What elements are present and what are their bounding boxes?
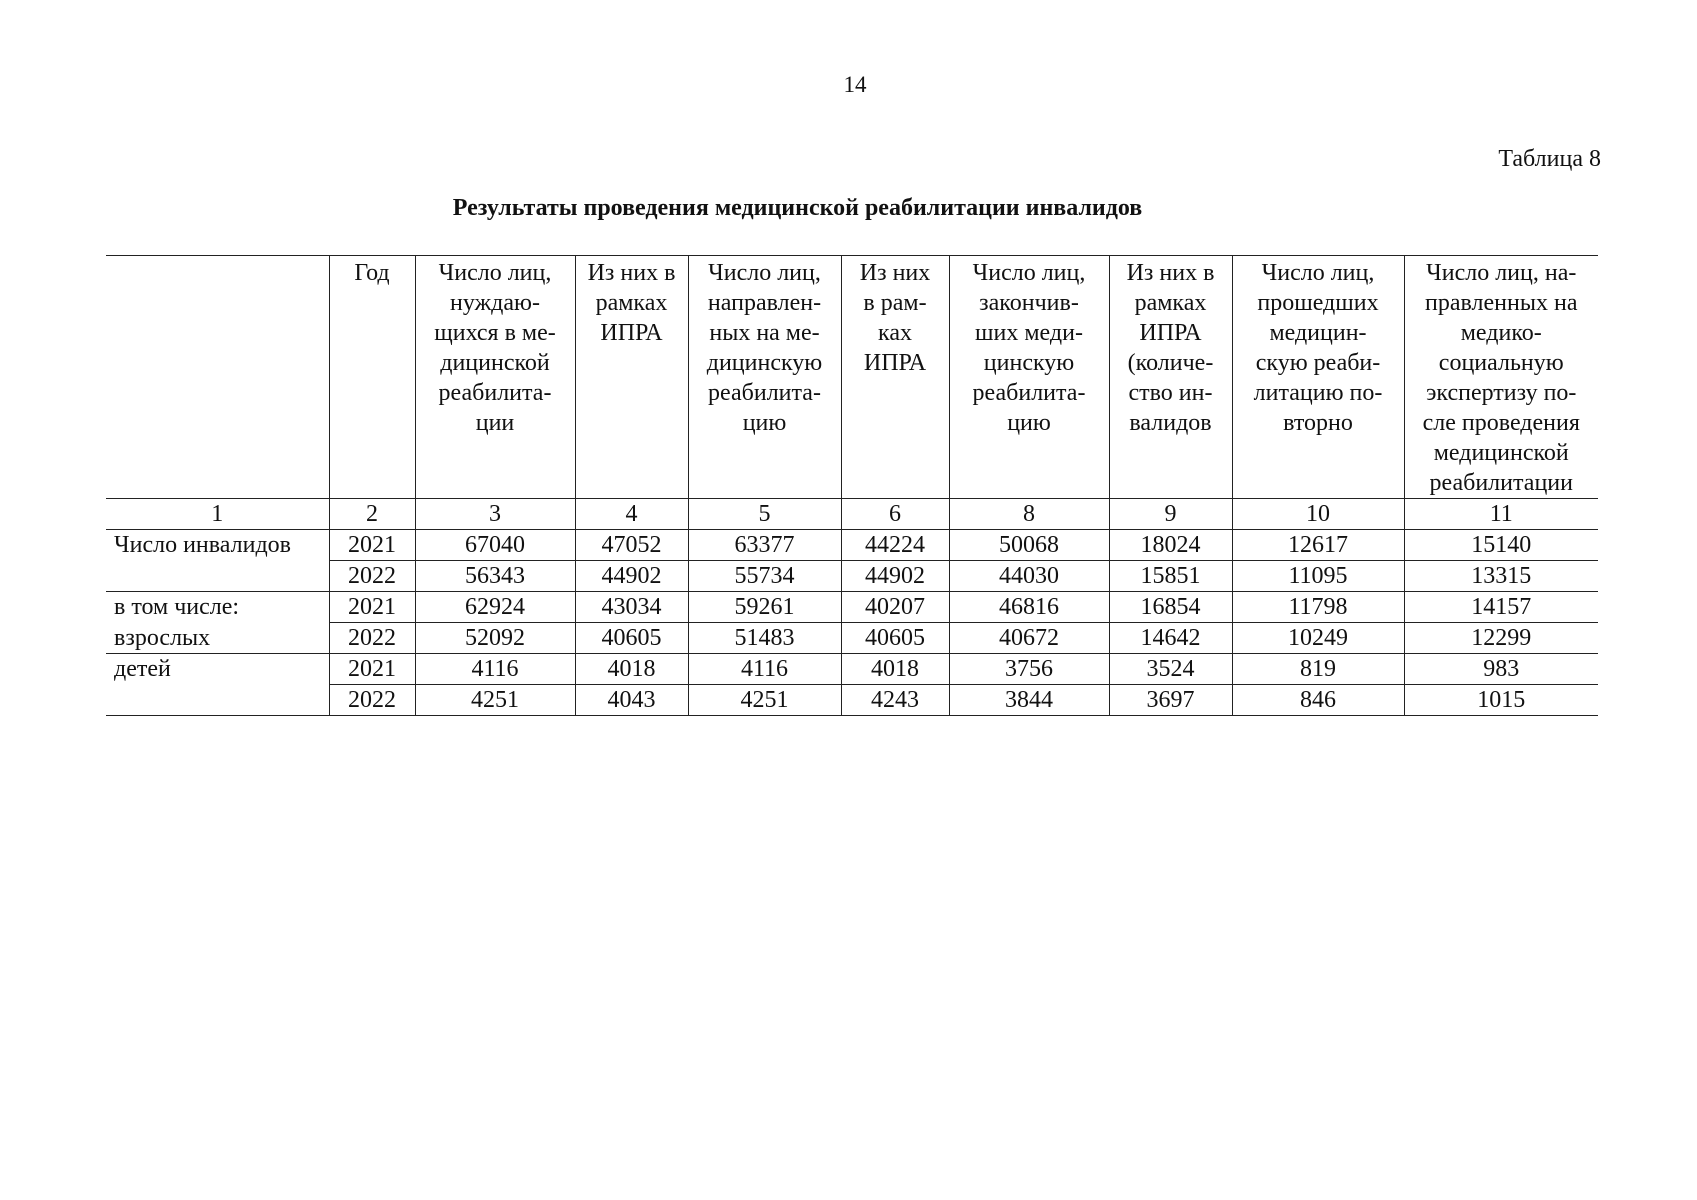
column-number: 1	[106, 499, 329, 530]
table-cell: 3524	[1109, 654, 1232, 685]
document-title: Результаты проведения медицинской реабилитации инвалидов	[452, 195, 1143, 221]
table-cell: 15851	[1109, 561, 1232, 592]
header-cell-referred: Число лиц, направлен- ных на ме- дицинскую реабилита- цию	[688, 256, 841, 499]
header-cell-year: Год	[329, 256, 415, 499]
column-number: 11	[1404, 499, 1598, 530]
table-cell: 44224	[841, 530, 949, 561]
table-cell: 12617	[1232, 530, 1404, 561]
table-cell: 4018	[841, 654, 949, 685]
table-cell: 56343	[415, 561, 575, 592]
table-cell: 67040	[415, 530, 575, 561]
table-cell: 15140	[1404, 530, 1598, 561]
table-cell: 10249	[1232, 623, 1404, 654]
table-cell: 52092	[415, 623, 575, 654]
table-cell: 62924	[415, 592, 575, 623]
column-number: 4	[575, 499, 688, 530]
table-cell: 59261	[688, 592, 841, 623]
table-cell: 44030	[949, 561, 1109, 592]
table-cell: 44902	[575, 561, 688, 592]
column-number: 10	[1232, 499, 1404, 530]
table-caption: Таблица 8	[1498, 146, 1601, 172]
table-cell: 4018	[575, 654, 688, 685]
row-group-label: в том числе:	[106, 592, 329, 623]
table-cell-year: 2022	[329, 561, 415, 592]
header-cell-label	[106, 256, 329, 499]
row-group-label-continued	[106, 561, 329, 592]
table-cell: 43034	[575, 592, 688, 623]
header-row	[106, 256, 1598, 499]
results-table	[106, 255, 1598, 716]
table-cell-year: 2021	[329, 654, 415, 685]
table-cell: 1015	[1404, 685, 1598, 716]
table-row	[106, 654, 1598, 685]
table-cell: 983	[1404, 654, 1598, 685]
row-group-label: Число инвалидов	[106, 530, 329, 561]
table-cell: 51483	[688, 623, 841, 654]
column-number: 9	[1109, 499, 1232, 530]
table-cell: 11798	[1232, 592, 1404, 623]
table-cell: 3697	[1109, 685, 1232, 716]
table-row	[106, 592, 1598, 623]
header-cell-repeated: Число лиц, прошедших медицин- скую реаби- литацию по- вторно	[1232, 256, 1404, 499]
header-cell-mse-referred: Число лиц, на- правленных на медико- социальную экспертизу по- сле проведения медицинской реабилитации	[1404, 256, 1598, 499]
table-cell-year: 2022	[329, 685, 415, 716]
row-group-label-continued: взрослых	[106, 623, 329, 654]
table-cell: 40605	[841, 623, 949, 654]
table-cell: 14157	[1404, 592, 1598, 623]
table-cell: 40605	[575, 623, 688, 654]
table-cell: 3756	[949, 654, 1109, 685]
table-cell: 55734	[688, 561, 841, 592]
table-cell: 40207	[841, 592, 949, 623]
row-group-label-continued	[106, 685, 329, 716]
header-cell-needing: Число лиц, нуждаю- щихся в ме- дицинской реабилита- ции	[415, 256, 575, 499]
table-cell: 16854	[1109, 592, 1232, 623]
page-number: 14	[843, 72, 867, 97]
table-cell: 4043	[575, 685, 688, 716]
table-cell: 4116	[688, 654, 841, 685]
column-number-row	[106, 499, 1598, 530]
header-cell-completed: Число лиц, закончив- ших меди- цинскую реабилита- цию	[949, 256, 1109, 499]
column-number: 3	[415, 499, 575, 530]
row-group-label: детей	[106, 654, 329, 685]
table-row	[106, 530, 1598, 561]
table-row	[106, 561, 1598, 592]
table-cell: 4251	[415, 685, 575, 716]
table-cell: 11095	[1232, 561, 1404, 592]
table-cell: 40672	[949, 623, 1109, 654]
table-cell: 12299	[1404, 623, 1598, 654]
table-cell: 47052	[575, 530, 688, 561]
table-cell: 3844	[949, 685, 1109, 716]
table-cell: 46816	[949, 592, 1109, 623]
table-row	[106, 623, 1598, 654]
table-row	[106, 685, 1598, 716]
table-cell: 4251	[688, 685, 841, 716]
table-cell: 14642	[1109, 623, 1232, 654]
table-cell: 50068	[949, 530, 1109, 561]
table-cell: 4243	[841, 685, 949, 716]
table-cell: 63377	[688, 530, 841, 561]
table-cell: 13315	[1404, 561, 1598, 592]
column-number: 2	[329, 499, 415, 530]
column-number: 5	[688, 499, 841, 530]
table-cell: 18024	[1109, 530, 1232, 561]
table-cell: 819	[1232, 654, 1404, 685]
table-cell-year: 2022	[329, 623, 415, 654]
column-number: 8	[949, 499, 1109, 530]
table-cell: 44902	[841, 561, 949, 592]
table-cell: 4116	[415, 654, 575, 685]
table-cell: 846	[1232, 685, 1404, 716]
header-cell-needing-ipra: Из них в рамках ИПРА	[575, 256, 688, 499]
column-number: 6	[841, 499, 949, 530]
table-cell-year: 2021	[329, 530, 415, 561]
header-cell-completed-ipra: Из них в рамках ИПРА (количе- ство ин- валидов	[1109, 256, 1232, 499]
table-cell-year: 2021	[329, 592, 415, 623]
header-cell-referred-ipra: Из них в рам- ках ИПРА	[841, 256, 949, 499]
